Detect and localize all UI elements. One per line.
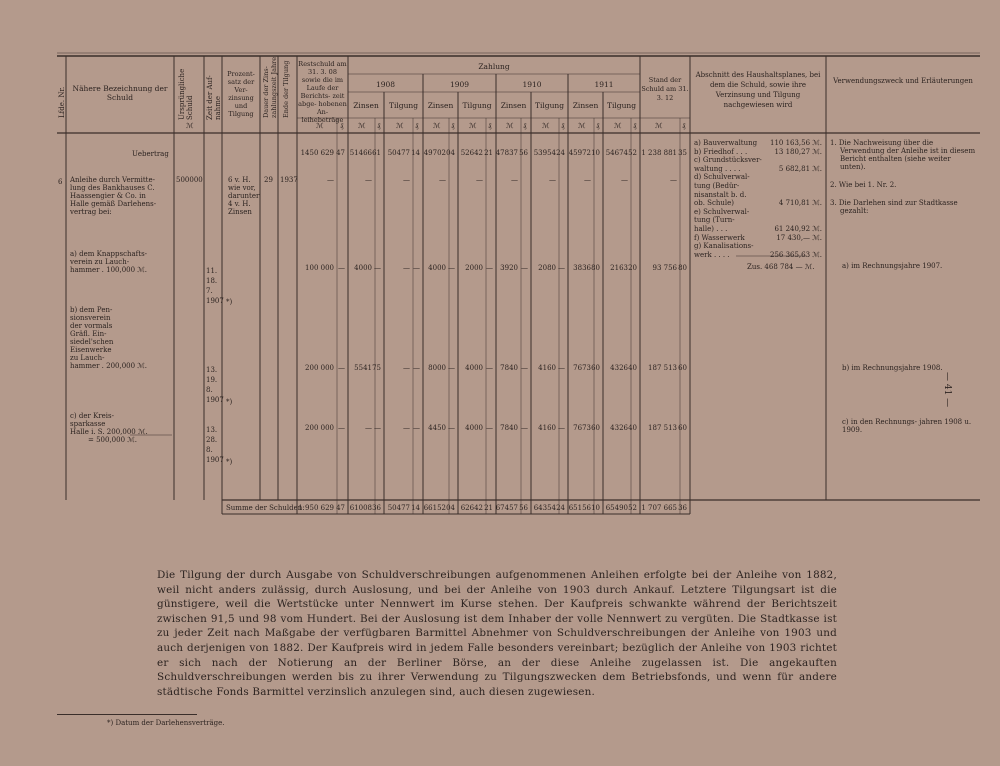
amount-mark-cell: 4450 — [428, 424, 446, 432]
abschnitt-item-label: werk . . . . — [694, 250, 730, 259]
header-lfd-nr: Lfde. Nr. — [58, 86, 66, 118]
amount-pfennig-cell: — — [338, 424, 345, 432]
amount-pfennig-cell: 10 — [591, 504, 600, 512]
amount-mark-cell: 47837 — [495, 149, 518, 157]
abschnitt-item-label: e) Schulverwal- — [694, 207, 750, 216]
sub-a-desc-line: verein zu Lauch- — [70, 258, 130, 266]
abschnitt-item-label: tung (Bedür- — [694, 181, 740, 190]
header-zeit-aufnahme: Zeit der Auf- nahme — [206, 75, 222, 120]
header-zinsen-1911: Zinsen — [572, 101, 599, 110]
amount-pfennig-cell: 56 — [519, 149, 528, 157]
amount-pfennig-cell: 61 — [372, 149, 381, 157]
abschnitt-item — [694, 139, 824, 148]
amount-mark-cell: 8000 — [428, 364, 446, 372]
unit-mark-t1910: ℳ — [542, 122, 550, 130]
amount-mark-cell: 2000 — [465, 264, 483, 272]
sub-b-date — [206, 365, 222, 405]
amount-mark-cell: 7840 — [500, 424, 518, 432]
sub-b-desc-line: zu Lauch- — [70, 354, 105, 362]
amount-mark-cell: 50477 — [387, 149, 410, 157]
date-part: 19. — [206, 376, 218, 384]
unit-mark-z1908: ℳ — [358, 122, 366, 130]
amount-pfennig-cell: 36 — [678, 504, 687, 512]
amount-pfennig-cell: 56 — [519, 504, 528, 512]
header-stand: Stand der Schuld am 31. 3. 12 — [641, 76, 689, 102]
amount-pfennig-cell: 60 — [678, 364, 687, 372]
verwendung-item: 2. Wie bei 1. Nr. 2. — [830, 181, 897, 189]
header-ende-tilgung: Ende der Tilgung — [282, 60, 290, 118]
sub-c-desc-line: sparkasse — [70, 420, 106, 428]
amount-mark-cell: 66152 — [423, 504, 446, 512]
amount-mark-cell: 93 756 — [652, 264, 677, 272]
sub-c-desc-line: Halle i. S. 200,000 ℳ. — [70, 428, 148, 436]
amount-pfennig-cell: — — [338, 264, 345, 272]
amount-pfennig-cell: 35 — [678, 149, 687, 157]
header-zinsen-1910: Zinsen — [500, 101, 527, 110]
amount-pfennig-cell: 21 — [484, 504, 493, 512]
unit-pf-t1909: ₰ — [488, 122, 492, 130]
amount-pfennig-cell: — — [448, 264, 455, 272]
sub-b-desc-line: sionsverein — [70, 314, 111, 322]
amount-mark-cell: 2163 — [610, 264, 628, 272]
uebertrag-label: Uebertrag — [132, 150, 169, 158]
abschnitt-item-amount: 256 365,63 ℳ. — [769, 250, 822, 259]
amount-mark-cell: 54674 — [605, 149, 628, 157]
amount-pfennig-cell: — — [374, 264, 381, 272]
footnote-rule — [57, 714, 197, 715]
amount-pfennig-cell: — — [558, 364, 565, 372]
sub-b-desc-line: der vormals — [70, 322, 113, 330]
amount-mark-cell: 4160 — [538, 424, 556, 432]
abschnitt-item — [694, 148, 824, 157]
abschnitt-item-label: g) Kanalisations- — [694, 242, 754, 251]
amount-mark-cell: — — [365, 424, 372, 432]
amount-pfennig-cell: 80 — [678, 264, 687, 272]
amount-mark-cell: 53954 — [533, 149, 556, 157]
date-part: 8. — [206, 446, 213, 454]
amount-pfennig-cell: 80 — [591, 264, 600, 272]
amount-mark-cell: 187 513 — [648, 424, 677, 432]
abschnitt-item-label: f) Wasserwerk — [694, 233, 745, 242]
verwendung-item: 1. Die Nachweisung über die Verwendung der Anleihe ist in diesem Bericht enthalten (siehe weiter unten). — [830, 139, 976, 171]
date-part: 11. — [206, 267, 218, 275]
abschnitt-item-label: halle) . . . — [694, 224, 728, 233]
abschnitt-item-label: b) Friedhof . . . — [694, 147, 748, 156]
abschnitt-item-label: nisanstalt b. d. — [694, 190, 747, 199]
unit-mark-restschuld: ℳ — [316, 122, 324, 130]
date-part: 1907 — [206, 297, 224, 305]
amount-mark-cell: 187 513 — [648, 364, 677, 372]
dash-cell: — — [439, 176, 446, 184]
abschnitt-item — [694, 216, 824, 225]
amount-mark-cell: 4000 — [465, 364, 483, 372]
amount-pfennig-cell: 47 — [336, 504, 345, 512]
entry6-desc-line: Anleihe durch Vermitte- — [70, 176, 155, 184]
dash-cell: — — [584, 176, 591, 184]
amount-pfennig-cell: 36 — [372, 504, 381, 512]
header-year-1911: 1911 — [594, 80, 614, 89]
sub-b-note: b) im Rechnungsjahre 1908. — [842, 364, 943, 372]
abschnitt-item — [694, 242, 824, 251]
header-zinsen-1908: Zinsen — [353, 101, 379, 110]
abschnitt-item — [694, 191, 824, 200]
abschnitt-item-label: tung (Turn- — [694, 216, 735, 225]
verwendung-list — [830, 139, 978, 215]
dash-cell: — — [476, 176, 483, 184]
sub-b-description — [70, 306, 174, 370]
entry6-desc-line: lung des Bankhauses C. — [70, 184, 155, 192]
amount-mark-cell: — — [403, 264, 410, 272]
abschnitt-item-amount: 4 710,81 ℳ. — [778, 199, 822, 208]
amount-mark-cell: — — [403, 364, 410, 372]
dash-cell: — — [670, 176, 677, 184]
body-paragraph: Die Tilgung der durch Ausgabe von Schuldverschreibungen aufgenommenen Anleihen erfolgte bei der Anleihe von 1882, weil nicht anders zulässig, durch Auslosung, und bei der Anleihe von 1903 durch Ankauf. Letztere Tilgungsart ist die günstigere, weil die Wertstücke unter Nennwert im Kurse stehen. Der Kaufpreis schwankte während der Berichtszeit zwischen 91,5 und 98 vom Hundert. Bei der Auslosung ist dem Inhaber der volle Nennwert zu vergüten. Die Stadtkasse ist zu jeder Zeit nach Maßgabe der verfügbaren Barmittel Abnehmer von Schuldverschreibungen der Anleihe von 1903 und auch derjenigen von 1882. Der Kaufpreis wird in jedem Falle besonders vereinbart; bezüglich der Anleihe von 1903 richtet er sich nach der Notierung an der Berliner Börse, an der diese Anleihe zugelassen ist. Die angekauften Schuldverschreibungen werden bis zu ihrer Verwendung zu Tilgungszwecken dem Betriebsfonds, und wenn für andere städtische Fonds Barmittel verzinslich anzulegen sind, auch diesen zugewiesen. — [157, 569, 837, 698]
abschnitt-item — [694, 156, 824, 165]
header-year-1908: 1908 — [375, 80, 396, 89]
entry6-dauer: 29 — [264, 176, 273, 184]
unit-pf-t1911: ₰ — [633, 122, 637, 130]
amount-mark-cell: 64354 — [533, 504, 556, 512]
amount-mark-cell: — — [403, 424, 410, 432]
amount-mark-cell: 49702 — [423, 149, 446, 157]
unit-pf-z1908: ₰ — [377, 122, 381, 130]
amount-mark-cell: 45972 — [568, 149, 591, 157]
amount-mark-cell: 52642 — [460, 149, 483, 157]
summe-label: Summe der Schulden: — [226, 504, 305, 512]
header-year-1910: 1910 — [522, 80, 542, 89]
unit-mark-t1909: ℳ — [469, 122, 477, 130]
header-bezeichnung: Nähere Bezeichnung der Schuld — [72, 84, 168, 102]
date-part: 28. — [206, 436, 218, 444]
dash-cell: — — [403, 176, 410, 184]
header-zinsen-1909: Zinsen — [427, 101, 454, 110]
sub-b-footnote-mark: *) — [226, 398, 233, 406]
dash-cell: — — [621, 176, 628, 184]
unit-pf-z1909: ₰ — [451, 122, 455, 130]
sub-b-desc-line: Eisenwerke — [70, 346, 112, 354]
amount-mark-cell: 200 000 — [305, 364, 334, 372]
abschnitt-item-amount: 17 430,— ℳ. — [776, 233, 822, 242]
prozent-line: darunter — [228, 192, 260, 200]
abschnitt-item-label: c) Grundstücksver- — [694, 156, 762, 165]
unit-mark-z1909: ℳ — [433, 122, 441, 130]
abschnitt-item — [694, 199, 824, 208]
amount-mark-cell: 3836 — [573, 264, 591, 272]
amount-pfennig-cell: 04 — [446, 504, 455, 512]
amount-pfennig-cell: — — [413, 364, 420, 372]
date-part: 8. — [206, 386, 213, 394]
amount-mark-cell: 4000 — [465, 424, 483, 432]
header-tilgung-1909: Tilgung — [462, 101, 492, 110]
abschnitt-item-label: ob. Schule) — [694, 199, 734, 208]
amount-pfennig-cell: 40 — [628, 364, 637, 372]
verwendung-item: 3. Die Darlehen sind zur Stadtkasse gezahlt: — [830, 199, 958, 215]
abschnitt-item-amount: 61 240,92 ℳ. — [774, 224, 822, 233]
unit-mark-urspr: ℳ — [186, 122, 194, 130]
abschnitt-item-amount: 110 163,56 ℳ. — [769, 139, 822, 147]
unit-mark-t1911: ℳ — [614, 122, 622, 130]
amount-pfennig-cell: — — [521, 364, 528, 372]
header-tilgung-1910: Tilgung — [534, 101, 565, 110]
header-abschnitt: Abschnitt des Haushaltsplanes, bei dem die Schuld, sowie ihre Verzinsung und Tilgung nachgewiesen wird — [695, 71, 821, 109]
sub-c-footnote-mark: *) — [226, 458, 233, 466]
sub-a-date — [206, 266, 222, 306]
amount-pfennig-cell: 47 — [336, 149, 345, 157]
amount-mark-cell: 7673 — [573, 364, 591, 372]
sub-a-footnote-mark: *) — [226, 298, 233, 306]
footnote: *) Datum der Darlehensverträge. — [107, 719, 225, 727]
amount-mark-cell: 100 000 — [305, 264, 334, 272]
header-tilgung-1908: Tilgung — [388, 101, 419, 110]
abschnitt-item-amount: 13 180,27 ℳ. — [774, 147, 822, 156]
amount-pfennig-cell: 14 — [411, 504, 420, 512]
unit-pf-z1910: ₰ — [523, 122, 527, 130]
amount-mark-cell: 4000 — [428, 264, 446, 272]
amount-pfennig-cell: 20 — [628, 264, 637, 272]
amount-pfennig-cell: 14 — [411, 149, 420, 157]
abschnitt-item-label: waltung . . . . — [694, 164, 741, 173]
unit-pf-z1911: ₰ — [596, 122, 600, 130]
amount-pfennig-cell: — — [486, 364, 493, 372]
amount-mark-cell: 4326 — [610, 364, 628, 372]
entry6-desc-line: vertrag bei: — [70, 208, 112, 216]
amount-pfennig-cell: — — [413, 424, 420, 432]
header-year-1909: 1909 — [449, 80, 470, 89]
amount-pfennig-cell: 24 — [556, 504, 565, 512]
prozent-line: Zinsen — [228, 208, 252, 216]
date-part: 7. — [206, 287, 213, 295]
amount-pfennig-cell: 60 — [678, 424, 687, 432]
amount-mark-cell: 4326 — [610, 424, 628, 432]
amount-pfennig-cell: 10 — [591, 149, 600, 157]
amount-mark-cell: 1 707 665 — [641, 504, 677, 512]
entry6-nr: 6 — [58, 178, 63, 186]
dash-cell: — — [549, 176, 556, 184]
abschnitt-total: Zus. 468 784 — ℳ. — [747, 263, 815, 271]
date-part: 13. — [206, 426, 218, 434]
abschnitt-item — [694, 208, 824, 217]
date-part: 1907 — [206, 396, 224, 404]
sub-c-date — [206, 425, 222, 465]
sub-c-desc-line: = 500,000 ℳ. — [88, 436, 137, 444]
header-dauer-zinsen: Dauer der Zins- zahlungszeit Jahre — [262, 56, 278, 118]
amount-mark-cell: 67457 — [495, 504, 518, 512]
sub-b-desc-line: hammer . 200,000 ℳ. — [70, 362, 148, 370]
amount-mark-cell: 1 238 881 — [641, 149, 677, 157]
entry6-description — [70, 176, 174, 216]
entry6-prozentsatz — [228, 176, 260, 216]
sub-c-note: c) in den Rechnungs- jahren 1908 u. 1909. — [842, 418, 972, 434]
amount-pfennig-cell: — — [374, 424, 381, 432]
dash-cell: — — [511, 176, 518, 184]
amount-mark-cell: 62642 — [460, 504, 483, 512]
amount-pfennig-cell: 21 — [484, 149, 493, 157]
date-part: 18. — [206, 277, 218, 285]
amount-mark-cell: 1 950 629 — [298, 504, 334, 512]
amount-pfennig-cell: — — [521, 424, 528, 432]
amount-pfennig-cell: 40 — [628, 424, 637, 432]
sub-b-desc-line: b) dem Pen- — [70, 306, 113, 314]
abschnitt-item — [694, 173, 824, 182]
unit-mark-stand: ℳ — [655, 122, 663, 130]
amount-mark-cell: 200 000 — [305, 424, 334, 432]
header-restschuld: Restschuld am 31. 3. 08 sowie die im Laufe der Berichts- zeit abge- hobenen An- leihebeträge — [298, 60, 347, 124]
date-part: 13. — [206, 366, 218, 374]
amount-mark-cell: 2080 — [538, 264, 556, 272]
prozent-line: 6 v. H. — [228, 176, 251, 184]
amount-pfennig-cell: — — [558, 424, 565, 432]
amount-pfennig-cell: — — [558, 264, 565, 272]
amount-pfennig-cell: 60 — [591, 424, 600, 432]
abschnitt-item — [694, 225, 824, 234]
sub-c-description — [70, 412, 174, 444]
dash-cell: — — [365, 176, 372, 184]
abschnitt-item — [694, 234, 824, 243]
abschnitt-item — [694, 165, 824, 174]
prozent-line: wie vor, — [228, 184, 256, 192]
header-verwendung: Verwendungszweck und Erläuterungen — [833, 77, 973, 85]
amount-mark-cell: 5541 — [354, 364, 372, 372]
sub-a-desc-line: hammer . 100,000 ℳ. — [70, 266, 148, 274]
header-zahlung: Zahlung — [478, 62, 510, 71]
abschnitt-item-amount: 5 682,81 ℳ. — [778, 164, 822, 173]
amount-pfennig-cell: 52 — [628, 149, 637, 157]
amount-pfennig-cell: 52 — [628, 504, 637, 512]
amount-mark-cell: 4160 — [538, 364, 556, 372]
sub-a-description — [70, 250, 174, 274]
amount-pfennig-cell: — — [448, 424, 455, 432]
sub-b-desc-line: siedel'schen — [70, 338, 114, 346]
amount-pfennig-cell: — — [448, 364, 455, 372]
entry6-ende: 1937 — [280, 176, 298, 184]
abschnitt-item-label: a) Bauverwaltung — [694, 139, 758, 147]
abschnitt-list — [694, 139, 824, 259]
unit-pf-restschuld: ₰ — [340, 122, 344, 130]
amount-pfennig-cell: 04 — [446, 149, 455, 157]
amount-pfennig-cell: 24 — [556, 149, 565, 157]
amount-pfennig-cell: 60 — [591, 364, 600, 372]
amount-mark-cell: 50477 — [387, 504, 410, 512]
unit-mark-z1911: ℳ — [578, 122, 586, 130]
unit-pf-t1910: ₰ — [561, 122, 565, 130]
dash-cell: — — [327, 176, 334, 184]
amount-pfennig-cell: — — [486, 264, 493, 272]
header-tilgung-1911: Tilgung — [606, 101, 637, 110]
amount-mark-cell: 51466 — [349, 149, 372, 157]
abschnitt-item-label: d) Schulverwal- — [694, 173, 750, 182]
abschnitt-item — [694, 182, 824, 191]
amount-mark-cell: 1450 629 — [300, 149, 334, 157]
amount-pfennig-cell: — — [338, 364, 345, 372]
page-number: — 41 — — [942, 372, 952, 408]
sub-c-desc-line: c) der Kreis- — [70, 412, 114, 420]
amount-mark-cell: 3920 — [500, 264, 518, 272]
sub-b-desc-line: Gräfl. Ein- — [70, 330, 107, 338]
amount-pfennig-cell: — — [413, 264, 420, 272]
amount-mark-cell: 65156 — [568, 504, 591, 512]
prozent-line: 4 v. H. — [228, 200, 251, 208]
amount-mark-cell: 65490 — [605, 504, 628, 512]
amount-mark-cell: 61008 — [349, 504, 372, 512]
unit-mark-t1908: ℳ — [396, 122, 404, 130]
entry6-urspr-schuld: 500000 — [176, 176, 203, 184]
unit-mark-z1910: ℳ — [506, 122, 514, 130]
entry6-desc-line: Haassengier & Co. in — [70, 192, 146, 200]
date-part: 1907 — [206, 456, 224, 464]
header-prozentsatz: Prozent- satz der Ver- zinsung und Tilgung — [227, 70, 255, 118]
unit-pf-t1908: ₰ — [415, 122, 419, 130]
amount-mark-cell: 7840 — [500, 364, 518, 372]
sub-a-note: a) im Rechnungsjahre 1907. — [842, 262, 943, 270]
amount-mark-cell: 4000 — [354, 264, 372, 272]
sub-a-desc-line: a) dem Knappschafts- — [70, 250, 148, 258]
abschnitt-item — [694, 251, 824, 260]
amount-pfennig-cell: — — [486, 424, 493, 432]
header-urspr-schuld: Ursprüngliche Schuld — [178, 68, 194, 120]
amount-mark-cell: 7673 — [573, 424, 591, 432]
entry6-desc-line: Halle gemäß Darlehens- — [70, 200, 157, 208]
amount-pfennig-cell: — — [521, 264, 528, 272]
amount-pfennig-cell: 75 — [372, 364, 381, 372]
unit-pf-stand: ₰ — [682, 122, 686, 130]
